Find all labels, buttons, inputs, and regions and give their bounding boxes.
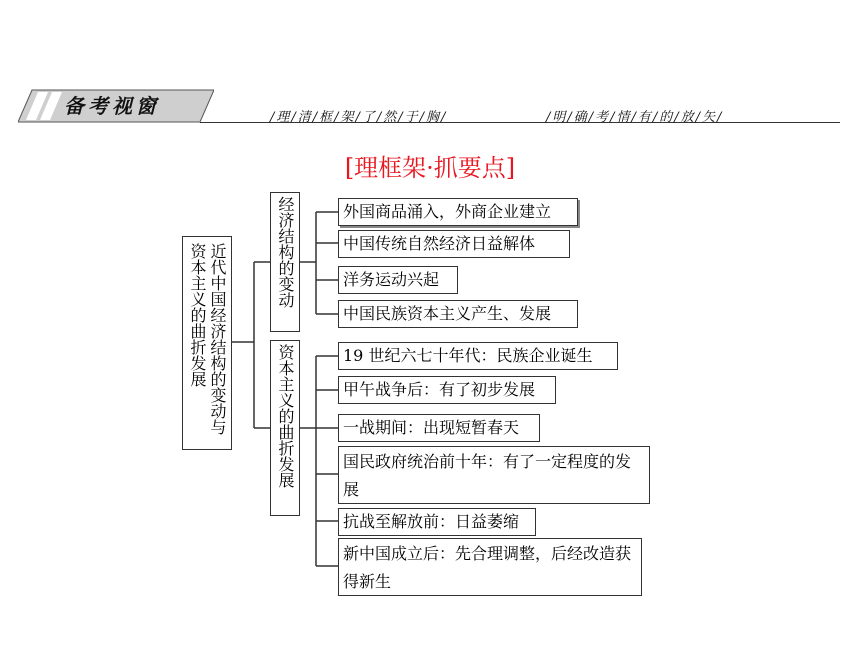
leaf-westernization: 洋务运动兴起 bbox=[338, 266, 458, 294]
leaf-1860s-70s: 19 世纪六七十年代：民族企业诞生 bbox=[338, 342, 618, 370]
motto-left: /理/清/框/架/了/然/于/胸/ bbox=[270, 110, 448, 125]
leaf-natural-economy: 中国传统自然经济日益解体 bbox=[338, 230, 570, 258]
motto-right: /明/确/考/情/有/的/放/矢/ bbox=[546, 110, 724, 125]
leaf-war-to-liberation: 抗战至解放前：日益萎缩 bbox=[338, 508, 536, 536]
branch-economic-structure bbox=[270, 192, 300, 332]
branch-label: 资本主义的曲折发展 bbox=[276, 344, 295, 488]
root-label: 近代中国经济结构的变动与资本主义的曲折发展 bbox=[188, 243, 227, 435]
section-heading: [理框架·抓要点] bbox=[344, 154, 516, 182]
leaf-national-capitalism: 中国民族资本主义产生、发展 bbox=[338, 300, 578, 328]
leaf-wwi-period: 一战期间：出现短暂春天 bbox=[338, 414, 540, 442]
leaf-after-sino-japanese-war: 甲午战争后：有了初步发展 bbox=[338, 376, 556, 404]
banner-title: 备考视窗 bbox=[64, 94, 160, 118]
branch-label: 经济结构的变动 bbox=[276, 196, 295, 308]
branch-capitalism-development bbox=[270, 340, 300, 516]
leaf-new-china: 新中国成立后：先合理调整，后经改造获得新生 bbox=[338, 538, 642, 596]
root-node bbox=[182, 236, 232, 450]
leaf-foreign-goods: 外国商品涌入，外商企业建立 bbox=[338, 198, 578, 226]
leaf-nationalist-decade: 国民政府统治前十年：有了一定程度的发展 bbox=[338, 446, 650, 504]
